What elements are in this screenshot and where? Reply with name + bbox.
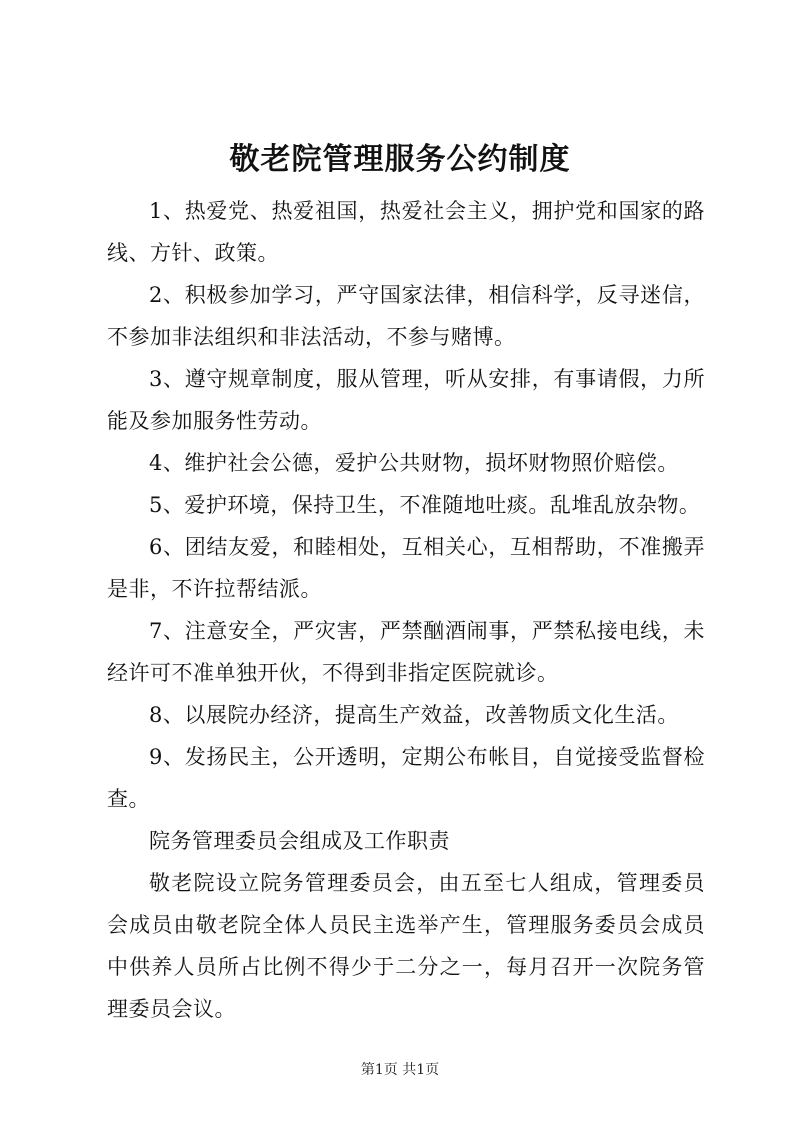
paragraph-6: 6、团结友爱，和睦相处，互相关心，互相帮助，不准搬弄是非，不许拉帮结派。	[107, 535, 705, 601]
paragraph-9: 9、发扬民主，公开透明，定期公布帐目，自觉接受监督检查。	[107, 745, 705, 811]
paragraph-5: 5、爱护环境，保持卫生，不准随地吐痰。乱堆乱放杂物。	[149, 493, 701, 517]
section-heading: 院务管理委员会组成及工作职责	[149, 829, 450, 853]
paragraph-4: 4、维护社会公德，爱护公共财物，损坏财物照价赔偿。	[149, 451, 679, 475]
paragraph-8: 8、以展院办经济，提高生产效益，改善物质文化生活。	[149, 703, 679, 727]
document-body	[107, 190, 705, 1030]
paragraph-3: 3、遵守规章制度，服从管理，听从安排，有事请假，力所能及参加服务性劳动。	[107, 367, 705, 433]
paragraph-1: 1、热爱党、热爱祖国，热爱社会主义，拥护党和国家的路线、方针、政策。	[107, 199, 705, 265]
paragraph-2: 2、积极参加学习，严守国家法律，相信科学，反寻迷信，不参加非法组织和非法活动，不参与赌博。	[107, 283, 705, 349]
section-paragraph: 敬老院设立院务管理委员会，由五至七人组成，管理委员会成员由敬老院全体人员民主选举产生，管理服务委员会成员中供养人员所占比例不得少于二分之一，每月召开一次院务管理委员会议。	[107, 871, 705, 1021]
paragraph-7: 7、注意安全，严灾害，严禁酗酒闹事，严禁私接电线，未经许可不准单独开伙，不得到非指定医院就诊。	[107, 619, 705, 685]
document-title: 敬老院管理服务公约制度	[229, 142, 571, 177]
page-footer: 第1页 共1页	[360, 1062, 440, 1078]
